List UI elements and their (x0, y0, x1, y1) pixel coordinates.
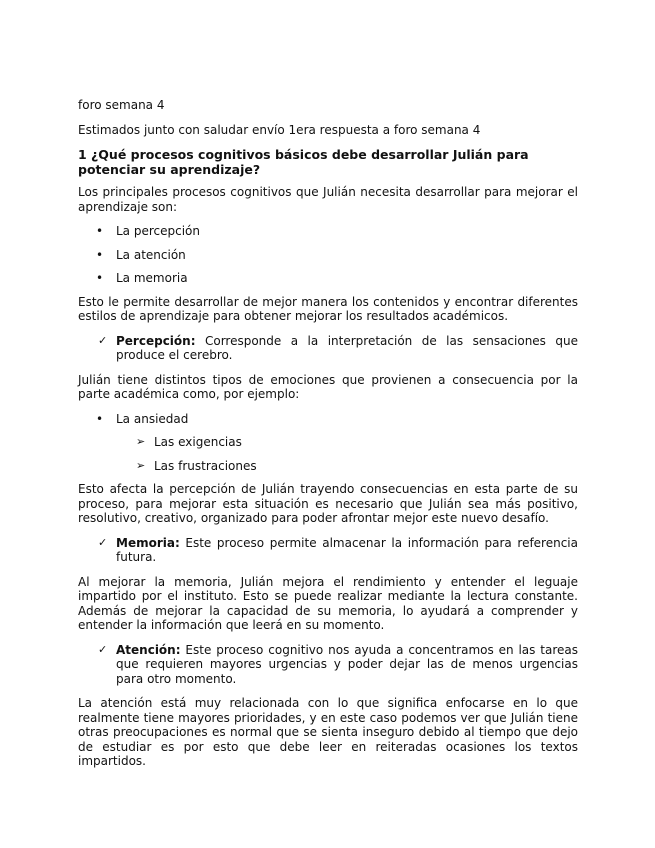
bullet-icon: • (96, 224, 104, 238)
check-item-percepcion: ✓ Percepción: Corresponde a la interpretación de las sensaciones que produce el cerebro. (98, 333, 578, 362)
list-item: • La ansiedad (96, 411, 189, 426)
bullet-icon: • (96, 271, 104, 285)
paragraph-6: La atención está muy relacionada con lo que significa enfocarse en lo que realmente tiene mayores prioridades, y en este caso podemos ver que Julián tiene otras preocupaciones es normal que se sienta inseguro debido al tiempo que dejo de estudiar es por esto que debe leer en reiteradas ocasiones los textos impartidos. (78, 696, 578, 768)
paragraph-5: Al mejorar la memoria, Julián mejora el rendimiento y entender el leguaje impartido por el instituto. Esto se puede realizar mediante la lectura constante. Además de mejorar la capacidad de su memoria, lo ayudará a comprender y entender la información que leerá en su momento. (78, 574, 578, 632)
checkmark-icon: ✓ (98, 535, 108, 549)
list-item: • La memoria (96, 271, 188, 285)
emotion-list (78, 412, 578, 474)
term-percepcion: Percepción: (116, 333, 196, 348)
checkmark-icon: ✓ (98, 333, 108, 347)
arrow-icon: ➢ (136, 458, 146, 472)
check-item-memoria: ✓ Memoria: Este proceso permite almacenar la información para referencia futura. (98, 535, 578, 564)
document-page (78, 98, 578, 769)
bullet-icon: • (96, 411, 104, 426)
process-list (78, 224, 578, 286)
check-item-atencion: ✓ Atención: Este proceso cognitivo nos ayuda a concentramos en las tareas que requieren mayores urgencias y poder dejar las de menos urgencias para otro momento. (98, 642, 578, 686)
paragraph-4: Esto afecta la percepción de Julián trayendo consecuencias en esta parte de su proceso, para mejorar esta situación es necesario que Julián sea más positivo, resolutivo, creativo, organizado para poder afrontar mejor este nuevo desafío. (78, 482, 578, 525)
doc-heading: foro semana 4 (78, 98, 165, 112)
term-atencion: Atención: (116, 642, 181, 657)
list-item: • La atención (96, 247, 186, 262)
arrow-icon: ➢ (136, 435, 146, 448)
sublist-item: ➢ Las exigencias (136, 435, 242, 449)
sublist-item: ➢ Las frustraciones (136, 458, 257, 473)
intro-line: Estimados junto con saludar envío 1era respuesta a foro semana 4 (78, 122, 481, 137)
paragraph-3: Julián tiene distintos tipos de emociones que provienen a consecuencia por la parte académica como, por ejemplo: (78, 372, 578, 401)
list-item: • La percepción (96, 224, 200, 238)
checkmark-icon: ✓ (98, 642, 108, 656)
paragraph-2: Esto le permite desarrollar de mejor manera los contenidos y encontrar diferentes estilos de aprendizaje para obtener mejorar los resultados académicos. (78, 294, 578, 323)
term-memoria: Memoria: (116, 535, 180, 550)
paragraph-1: Los principales procesos cognitivos que Julián necesita desarrollar para mejorar el aprendizaje son: (78, 185, 578, 214)
question-title: 1 ¿Qué procesos cognitivos básicos debe desarrollar Julián para potenciar su aprendizaje? (78, 147, 529, 177)
bullet-icon: • (96, 247, 104, 262)
